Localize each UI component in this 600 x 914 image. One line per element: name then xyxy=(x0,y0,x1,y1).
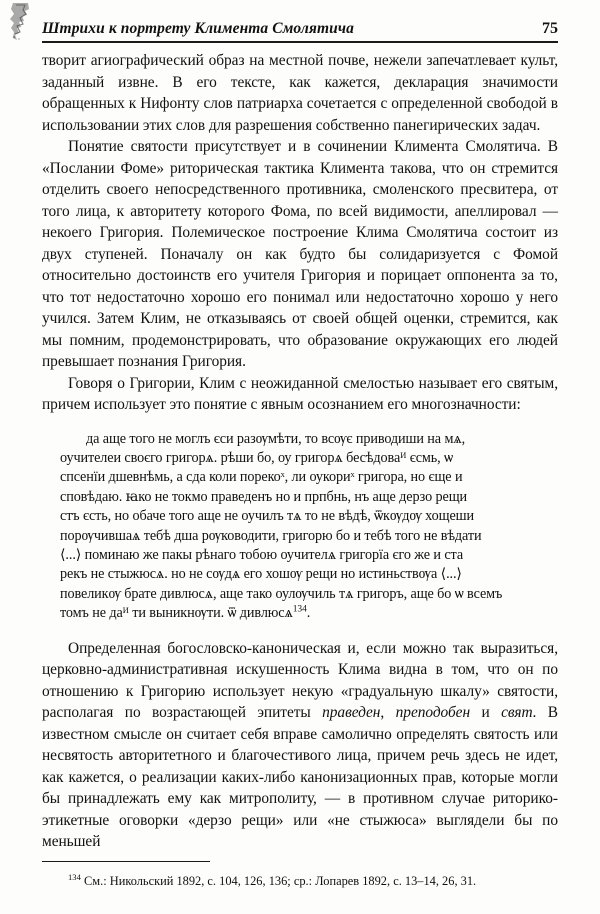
quote-line: оучителеи своєго григорѧ. рѣши бо, оу григорѧ бесѣдоваᴻ єсмь, ѡ xyxy=(60,449,453,466)
header-divider xyxy=(42,41,558,43)
paragraph-4-part-4: . В известном смысле он считает себя вправе самолично определять святость или несвятость авторитетного и благочестивого лица, причем речь здесь не идет, как кажется, о реализации каких-либо канонизационных прав, которые могли бы принадлежать ему как митрополиту, — в противном случае риторико-этикетные оговорки «дерзо рещи» или «не стыжюса» выглядели бы по меньшей xyxy=(42,704,558,851)
footnote xyxy=(42,873,558,890)
quote-line-text: томъ не даᴻ ти выникнѹти. ѿ дивлюсѧ xyxy=(60,605,293,622)
footnote-divider xyxy=(42,861,210,862)
paragraph-2: Понятие святости присутствует и в сочинении Климента Смолятича. В «Послании Фоме» риторическая тактика Климента такова, что он стремится отделить своего непосредственного противника, смоленского пресвитера, от того лица, к авторитету которого Фома, по всей видимости, апеллировал — некоего Григория. Полемическое построение Клима Смолятича состоит из двух ступеней. Поначалу он как будто бы солидаризуется с Фомой относительно достоинств его учителя Григория и порицает оппонента за то, что тот недостаточно хорошо его понимал или недостаточно хорошо у него учился. Затем Клим, не отказываясь от своей общей оценки, стремится, как мы помним, продемонстрировать, что образование окружающих его людей превышает познания Григория. xyxy=(42,138,558,370)
footnote-text: См.: Никольский 1892, с. 104, 126, 136; ср.: Лопарев 1892, с. 13–14, 26, 31. xyxy=(84,874,477,888)
text-column xyxy=(42,50,558,853)
quote-line-last: томъ не даᴻ ти выникнѹти. ѿ дивлюсѧ$^{134}$. xyxy=(60,604,311,622)
quote-line: стъ єсть, но обаче того аще не оучилъ тѧ то не вѣдѣ, ѿкѹдѹ хощеши xyxy=(60,508,474,525)
quote-line: рекъ не стыжюсѧ. но не сѹдѧ его хошѹ рещи но истиньствѹа ⟨...⟩ xyxy=(60,566,462,583)
footnote-marker: 134 xyxy=(68,871,81,882)
running-head-title: Штрихи к портрету Климента Смолятича xyxy=(42,20,354,37)
quote-line: ⟨...⟩ поминаю же пакы рѣнаго тобою оучителѧ григорїа єго же и ста xyxy=(60,546,464,563)
paragraph-4 xyxy=(42,638,558,853)
footnote-reference: 134 xyxy=(292,604,307,615)
quote-line: да аще того не моглъ єси разѹмѣти, то всѹє приводиши на мѧ, xyxy=(86,430,466,447)
paragraph-3: Говоря о Григории, Клим с неожиданной смелостью называет его святым, причем использует это понятие с явным осознанием его многозначности: xyxy=(42,374,558,413)
page-number: 75 xyxy=(542,20,558,37)
epithet-prepodoben: преподобен xyxy=(395,704,471,722)
epithet-svyat: свят xyxy=(501,704,533,722)
paragraph-4-part-2: , xyxy=(380,704,396,722)
epithet-pravedan: праведен xyxy=(322,704,381,722)
paragraph-1: творит агиографический образ на местной почве, нежели запечатлевает культ, заданный извне. В его тексте, как кажется, декларация значимости обращенных к Нифонту слов патриарха сочетается с определенной свободой в использовании этих слов для разрешения собственно панегирических задач. xyxy=(42,52,558,134)
quote-line: порѹчившаѧ тебѣ дша рѹководити, григорю бо и тебѣ того не вѣдати xyxy=(60,527,482,544)
quote-line: повеликѹ брате дивлюсѧ, аще тако оулѹчиль тѧ григоръ, аще бо ѡ всемъ xyxy=(60,585,503,602)
quote-line: спсенїи дшевнѣмь, а сда коли порекоˣ, ли оукориˣ григора, но єще и xyxy=(60,469,463,486)
slavonic-quotation xyxy=(42,430,558,624)
paragraph-4-part-1: Определенная богословско-каноническая и, если можно так выразиться, церковно-административная искушенность Клима видна в том, что он по отношению к Григорию использует некую «градуальную шкалу» святости, располагая по возрастающей эпитеты xyxy=(42,639,558,722)
quote-line: сповѣдаю. ꙗко не токмо праведенъ но и прпбнь, нъ аще дерзо рещи xyxy=(60,488,468,505)
paragraph-4-part-3: и xyxy=(470,704,502,722)
running-head xyxy=(42,20,558,38)
scan-artifact-icon xyxy=(8,2,34,42)
